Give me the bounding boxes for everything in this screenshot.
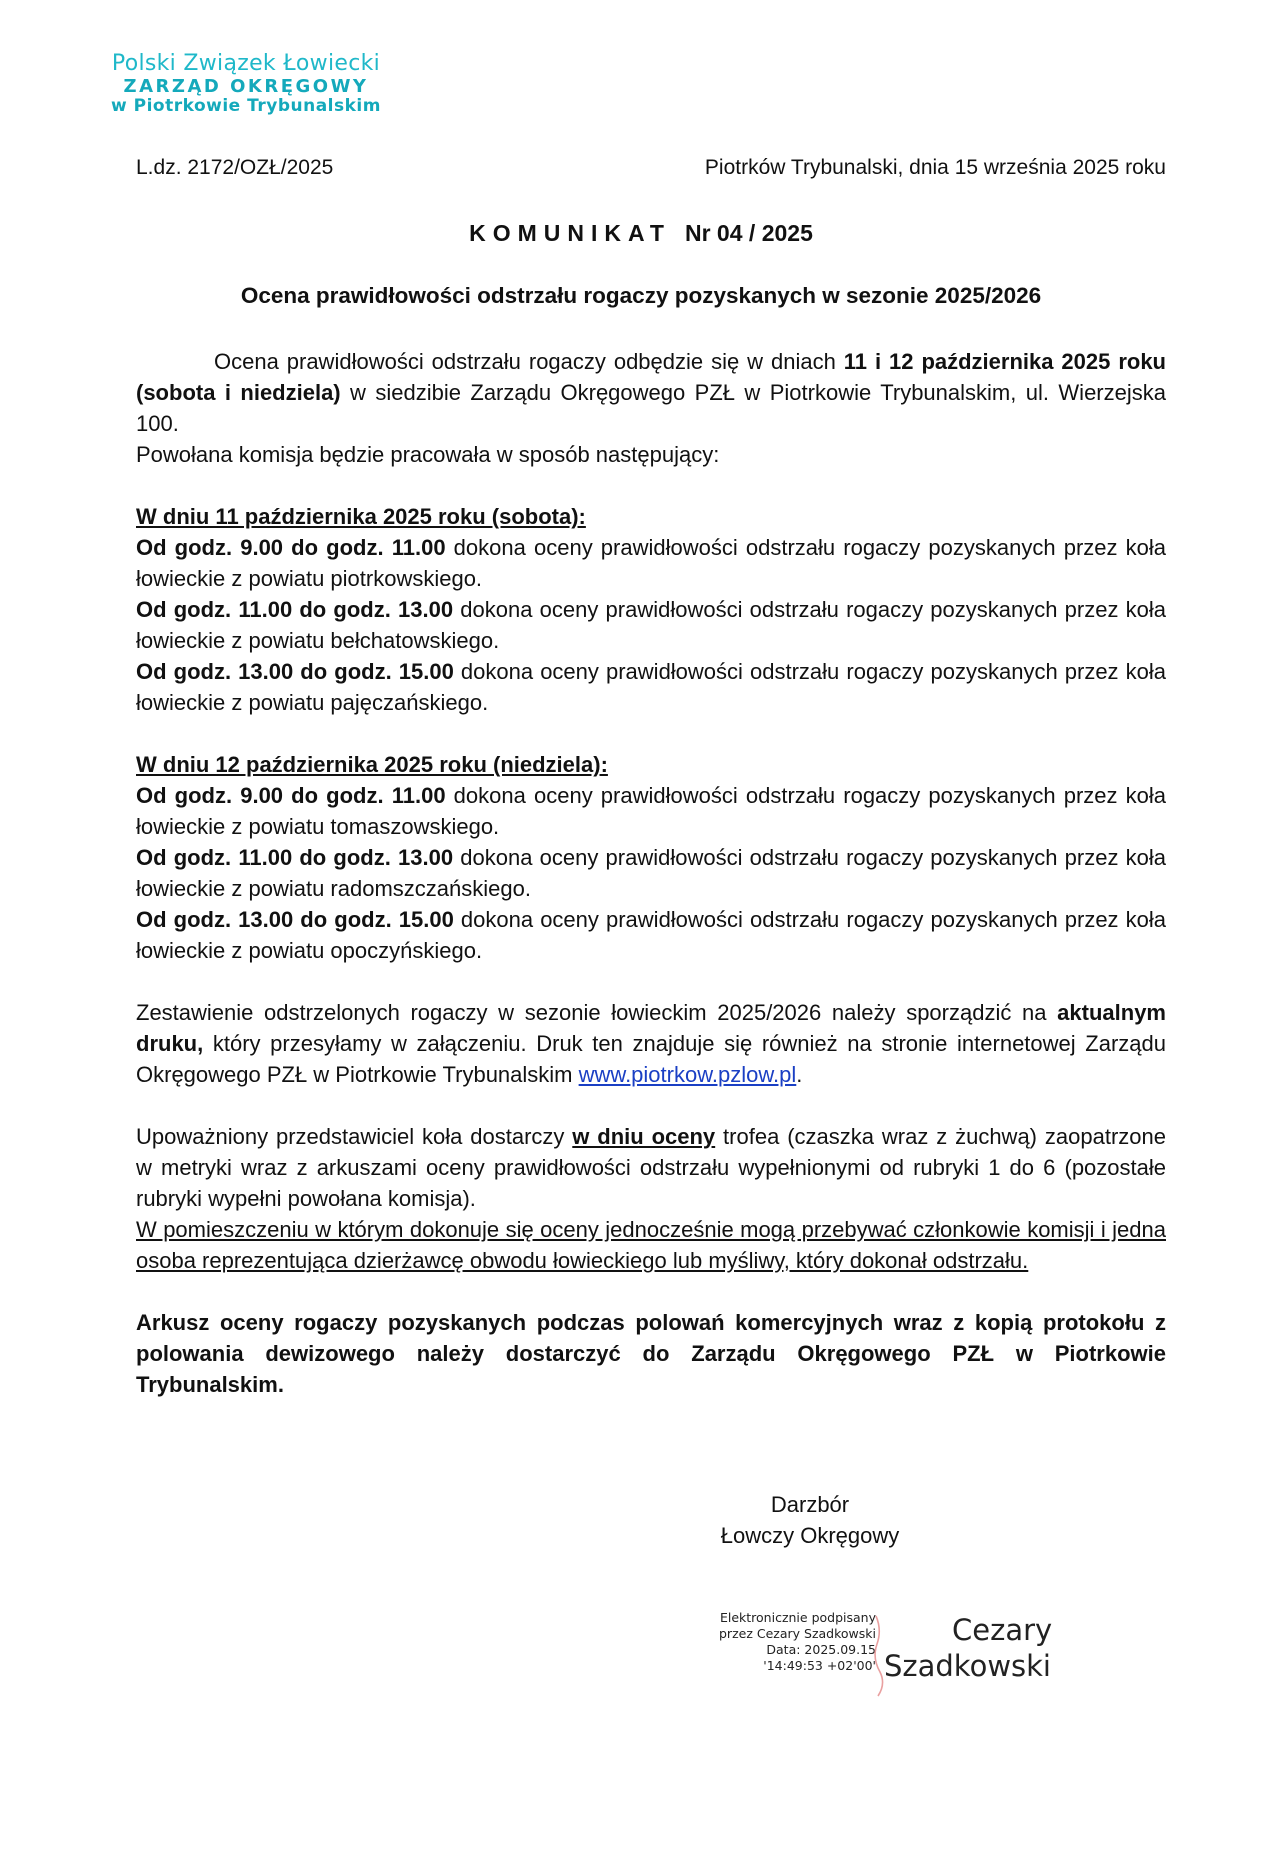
signature-line-1: Elektronicznie podpisany xyxy=(719,1610,876,1625)
closing-role: Łowczy Okręgowy xyxy=(720,1523,900,1548)
document-title xyxy=(0,220,1282,247)
day2-slot-2 xyxy=(136,842,1166,904)
title-number: Nr 04 / 2025 xyxy=(684,220,813,246)
slot-time: Od godz. 9.00 do godz. 11.00 xyxy=(136,783,446,808)
intro-text: Ocena prawidłowości odstrzału rogaczy odbędzie się w dniach xyxy=(214,349,844,374)
organization-logo xyxy=(101,52,391,116)
day1-slot-3 xyxy=(136,656,1166,718)
logo-line-3: w Piotrkowie Trybunalskim xyxy=(111,95,381,116)
summary-bold: aktualnym druku, xyxy=(136,1000,1166,1056)
logo-line-1: Polski Związek Łowiecki xyxy=(111,51,381,76)
summary-paragraph xyxy=(136,997,1166,1090)
signature-line-3: Data: 2025.09.15 xyxy=(766,1642,876,1657)
slot-text: dokona oceny prawidłowości odstrzału rogaczy pozyskanych przez koła łowieckie z powiatu piotrkowskiego. xyxy=(136,535,1166,591)
signature-line-2: przez Cezary Szadkowski xyxy=(719,1626,876,1641)
slot-text: dokona oceny prawidłowości odstrzału rogaczy pozyskanych przez koła łowieckie z powiatu radomszczańskiego. xyxy=(136,845,1166,901)
title-word: KOMUNIKAT xyxy=(469,220,671,246)
slot-time: Od godz. 13.00 do godz. 15.00 xyxy=(136,659,454,684)
signer-name xyxy=(884,1612,1052,1684)
document-body xyxy=(136,346,1166,1400)
closing-block xyxy=(690,1489,930,1551)
commercial-notice: Arkusz oceny rogaczy pozyskanych podczas polowań komercyjnych wraz z kopią protokołu z polowania dewizowego należy dostarczyć do Zarządu Okręgowego PZŁ w Piotrkowie Trybunalskim. xyxy=(136,1310,1166,1397)
intro-location: w siedzibie Zarządu Okręgowego PZŁ w Piotrkowie Trybunalskim, ul. Wierzejska 100. xyxy=(136,380,1166,436)
summary-text: Zestawienie odstrzelonych rogaczy w sezonie łowieckim 2025/2026 należy sporządzić na xyxy=(136,1000,1058,1025)
day1-heading: W dniu 11 października 2025 roku (sobota): xyxy=(136,504,586,529)
document-subtitle: Ocena prawidłowości odstrzału rogaczy pozyskanych w sezonie 2025/2026 xyxy=(240,283,1042,308)
slot-text: dokona oceny prawidłowości odstrzału rogaczy pozyskanych przez koła łowieckie z powiatu pajęczańskiego. xyxy=(136,659,1167,715)
delivery-text-2: trofea (czaszka wraz z żuchwą) zaopatrzone w metryki wraz z arkuszami oceny prawidłowości odstrzału wypełnionymi od rubryki 1 do 6 (pozostałe rubryki wypełni powołana komisja). xyxy=(136,1124,1166,1211)
logo-line-2: ZARZĄD OKRĘGOWY xyxy=(123,75,369,97)
day1-slot-2 xyxy=(136,594,1166,656)
room-notice: W pomieszczeniu w którym dokonuje się oceny jednocześnie mogą przebywać członkowie komisji i jedna osoba reprezentująca dzierżawcę obwodu łowieckiego lub myśliwy, który dokonał odstrzału. xyxy=(136,1217,1166,1273)
slot-text: dokona oceny prawidłowości odstrzału rogaczy pozyskanych przez koła łowieckie z powiatu tomaszowskiego. xyxy=(136,783,1166,839)
summary-end: . xyxy=(796,1062,803,1087)
slot-time: Od godz. 11.00 do godz. 13.00 xyxy=(136,845,454,870)
delivery-paragraph xyxy=(136,1121,1166,1214)
slot-time: Od godz. 11.00 do godz. 13.00 xyxy=(136,597,454,622)
electronic-signature xyxy=(700,1610,1060,1700)
signer-first-name: Cezary xyxy=(952,1613,1053,1647)
day2-heading: W dniu 12 października 2025 roku (niedziela): xyxy=(136,752,608,777)
day2-slot-3 xyxy=(136,904,1166,966)
reference-number: L.dz. 2172/OZŁ/2025 xyxy=(136,156,334,179)
signer-last-name: Szadkowski xyxy=(884,1649,1051,1683)
day1-slot-1 xyxy=(136,532,1166,594)
place-and-date: Piotrków Trybunalski, dnia 15 września 2025 roku xyxy=(704,156,1166,179)
day2-slot-1 xyxy=(136,780,1166,842)
slot-time: Od godz. 9.00 do godz. 11.00 xyxy=(136,535,446,560)
slot-time: Od godz. 13.00 do godz. 15.00 xyxy=(136,907,454,932)
slot-text: dokona oceny prawidłowości odstrzału rogaczy pozyskanych przez koła łowieckie z powiatu opoczyńskiego. xyxy=(136,907,1167,963)
delivery-text: Upoważniony przedstawiciel koła dostarczy xyxy=(136,1124,573,1149)
signature-line-4: '14:49:53 +02'00' xyxy=(763,1658,876,1673)
intro-paragraph xyxy=(136,346,1166,439)
summary-text-2: który przesyłamy w załączeniu. Druk ten znajduje się również na stronie internetowej Zarządu Okręgowego PZŁ w Piotrkowie Trybunalskim xyxy=(136,1031,1166,1087)
signature-details xyxy=(700,1610,876,1674)
slot-text: dokona oceny prawidłowości odstrzału rogaczy pozyskanych przez koła łowieckie z powiatu bełchatowskiego. xyxy=(136,597,1166,653)
closing-greeting: Darzbór xyxy=(770,1492,850,1517)
website-link[interactable]: www.piotrkow.pzlow.pl xyxy=(578,1062,797,1087)
delivery-bold: w dniu oceny xyxy=(572,1124,716,1149)
intro-line-2: Powołana komisja będzie pracowała w sposób następujący: xyxy=(136,442,720,467)
intro-dates: 11 i 12 października 2025 roku (sobota i niedziela) xyxy=(136,349,1166,405)
